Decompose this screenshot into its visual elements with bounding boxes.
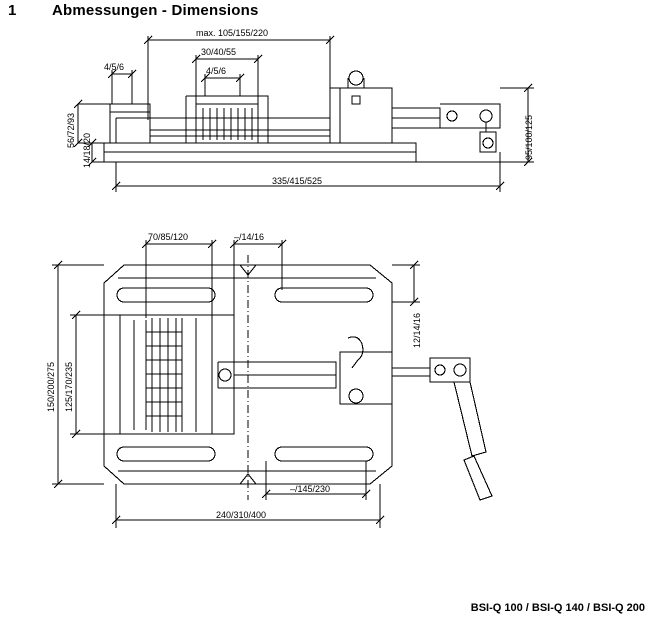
page-title: Abmessungen - Dimensions xyxy=(52,2,259,19)
dim-overall-depth: 240/310/400 xyxy=(216,510,267,520)
dim-inner-width: 125/170/235 xyxy=(64,361,74,412)
dim-jaw-width: 70/85/120 xyxy=(148,232,189,242)
dim-plate-thickness-top: 4/5/6 xyxy=(206,66,227,76)
dim-overall-length: 335/415/525 xyxy=(272,176,323,186)
dim-handle-height: 95/100/125 xyxy=(524,114,534,160)
dim-slot-width-right: 12/14/16 xyxy=(412,312,422,348)
dim-base-height: 14/18/20 xyxy=(82,132,92,168)
dim-slot-width: –/14/16 xyxy=(234,232,265,242)
dim-top-max: max. 105/155/220 xyxy=(196,28,269,38)
dim-overall-width: 150/200/275 xyxy=(46,361,56,412)
dim-height-body: 56/72/93 xyxy=(66,112,76,148)
section-number: 1 xyxy=(8,2,17,19)
dim-plate-thickness-left: 4/5/6 xyxy=(104,62,125,72)
model-footer: BSI-Q 100 / BSI-Q 140 / BSI-Q 200 xyxy=(470,602,645,614)
dim-slot-span: –/145/230 xyxy=(290,484,331,494)
dim-jaw-opening: 30/40/55 xyxy=(201,47,237,57)
